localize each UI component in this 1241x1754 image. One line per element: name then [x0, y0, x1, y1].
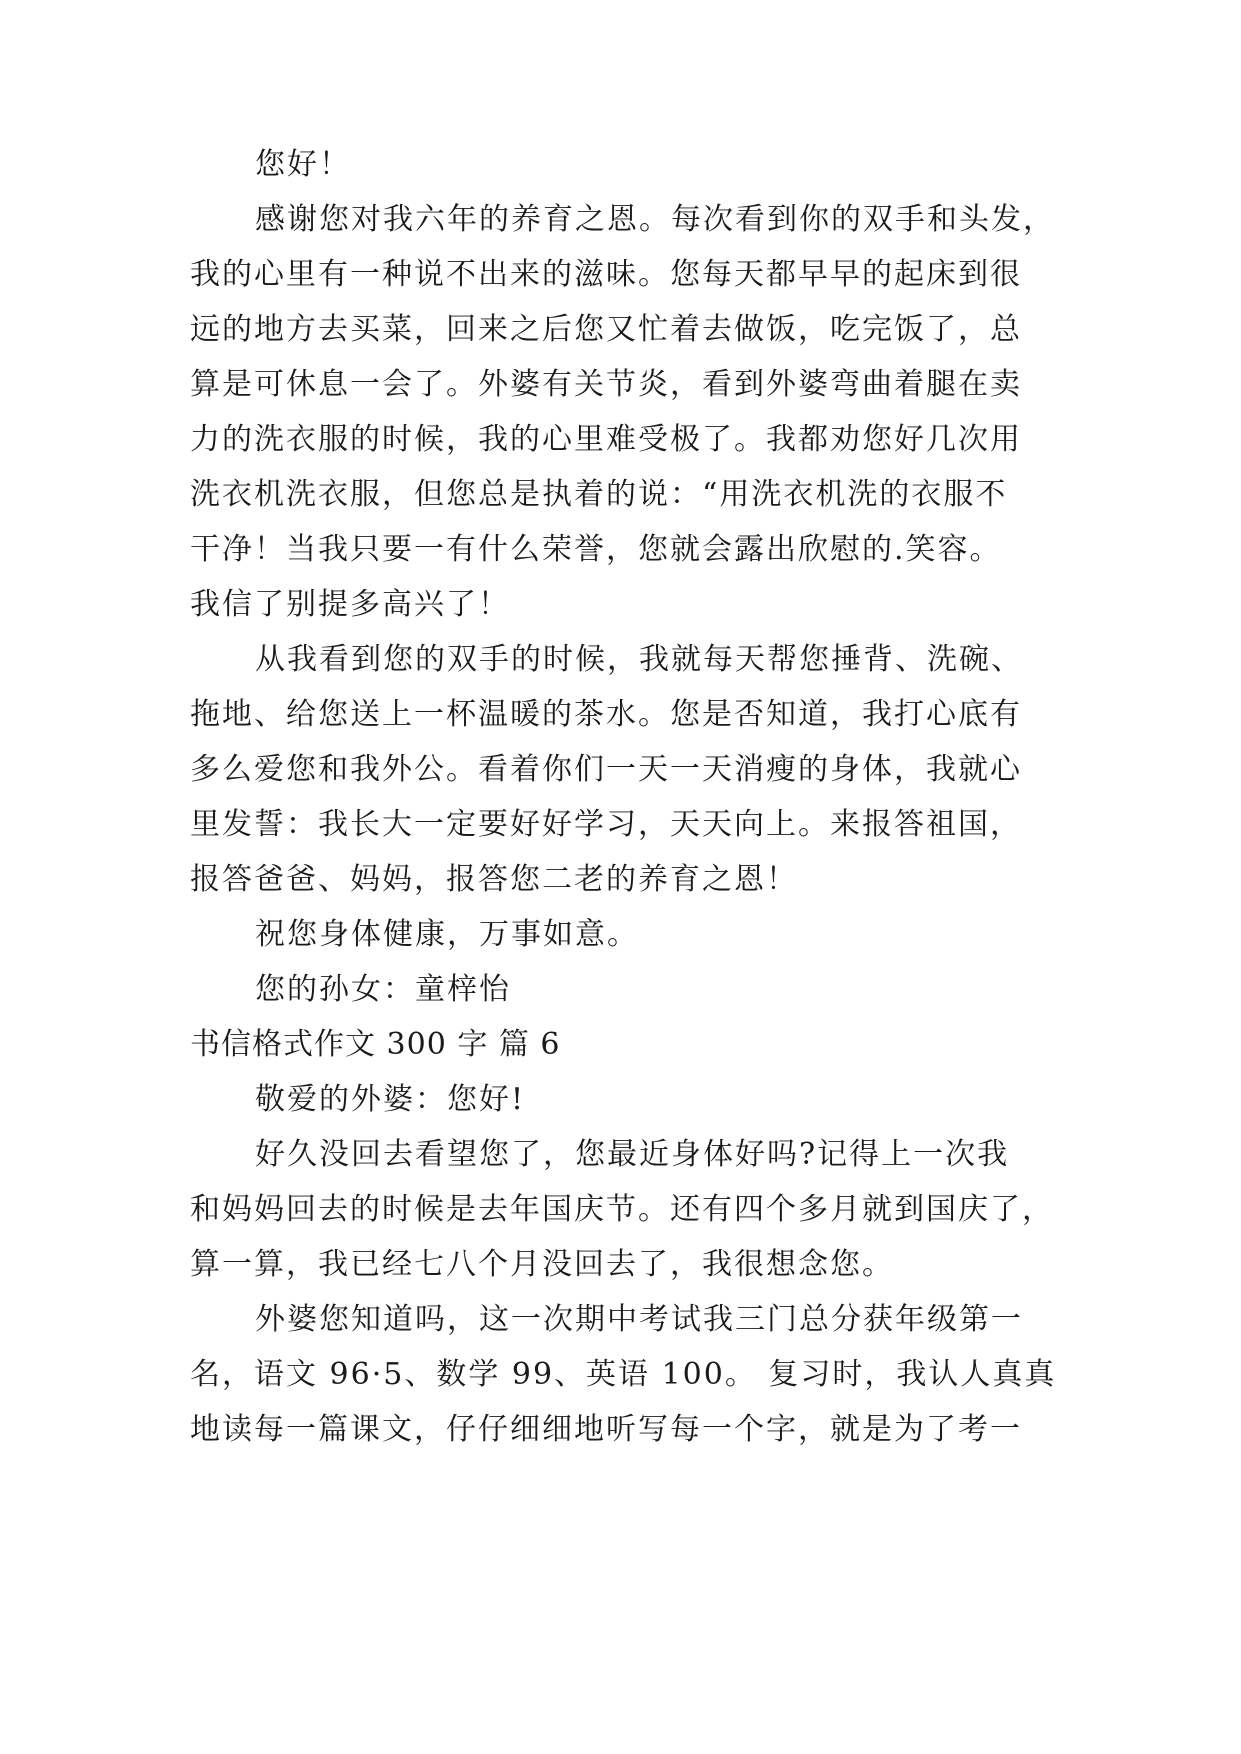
letter2-para2-line: 外婆您知道吗，这一次期中考试我三门总分获年级第一	[255, 1302, 1023, 1337]
letter1-para2-line: 报答爸爸、妈妈，报答您二老的养育之恩！	[190, 862, 798, 897]
letter1-para1-line: 我信了别提多高兴了！	[190, 587, 510, 622]
letter1-para2-line: 拖地、给您送上一杯温暖的茶水。您是否知道，我打心底有	[190, 697, 1022, 732]
letter1-para1-line: 算是可休息一会了。外婆有关节炎，看到外婆弯曲着腿在卖	[190, 367, 1022, 402]
letter1-para1-line: 洗衣机洗衣服，但您总是执着的说：“用洗衣机洗的衣服不	[190, 477, 1008, 512]
letter1-para2-line: 从我看到您的双手的时候，我就每天帮您捶背、洗碗、	[255, 642, 1023, 677]
letter2-para1-line: 和妈妈回去的时候是去年国庆节。还有四个多月就到国庆了，	[190, 1192, 1054, 1227]
letter2-para1-line: 算一算，我已经七八个月没回去了，我很想念您。	[190, 1247, 894, 1282]
letter1-para2-line: 多么爱您和我外公。看着你们一天一天消瘦的身体，我就心	[190, 752, 1022, 787]
letter2-greeting: 敬爱的外婆：您好!	[255, 1082, 526, 1117]
letter1-signature: 您的孙女：童梓怡	[255, 972, 511, 1007]
letter1-para1-line: 力的洗衣服的时候，我的心里难受极了。我都劝您好几次用	[190, 422, 1022, 457]
letter2-para1-line: 好久没回去看望您了，您最近身体好吗?记得上一次我	[255, 1137, 1010, 1172]
letter2-para2-line: 名，语文 96·5、数学 99、英语 100。 复习时，我认人真真	[190, 1357, 1057, 1392]
letter1-para1-line: 远的地方去买菜，回来之后您又忙着去做饭，吃完饭了，总	[190, 312, 1022, 347]
letter1-para2-line: 里发誓：我长大一定要好好学习，天天向上。来报答祖国，	[190, 807, 1022, 842]
letter1-greeting: 您好！	[255, 147, 351, 182]
section-title: 书信格式作文 300 字 篇 6	[190, 1027, 561, 1062]
letter1-para1-line: 干净！当我只要一有什么荣誉，您就会露出欣慰的.笑容。	[190, 532, 1002, 567]
letter2-para2-line: 地读每一篇课文，仔仔细细地听写每一个字，就是为了考一	[190, 1412, 1022, 1447]
letter1-para1-line: 感谢您对我六年的养育之恩。每次看到你的双手和头发，	[255, 202, 1055, 237]
letter1-para1-line: 我的心里有一种说不出来的滋味。您每天都早早的起床到很	[190, 257, 1022, 292]
letter1-closing: 祝您身体健康，万事如意。	[255, 917, 639, 952]
